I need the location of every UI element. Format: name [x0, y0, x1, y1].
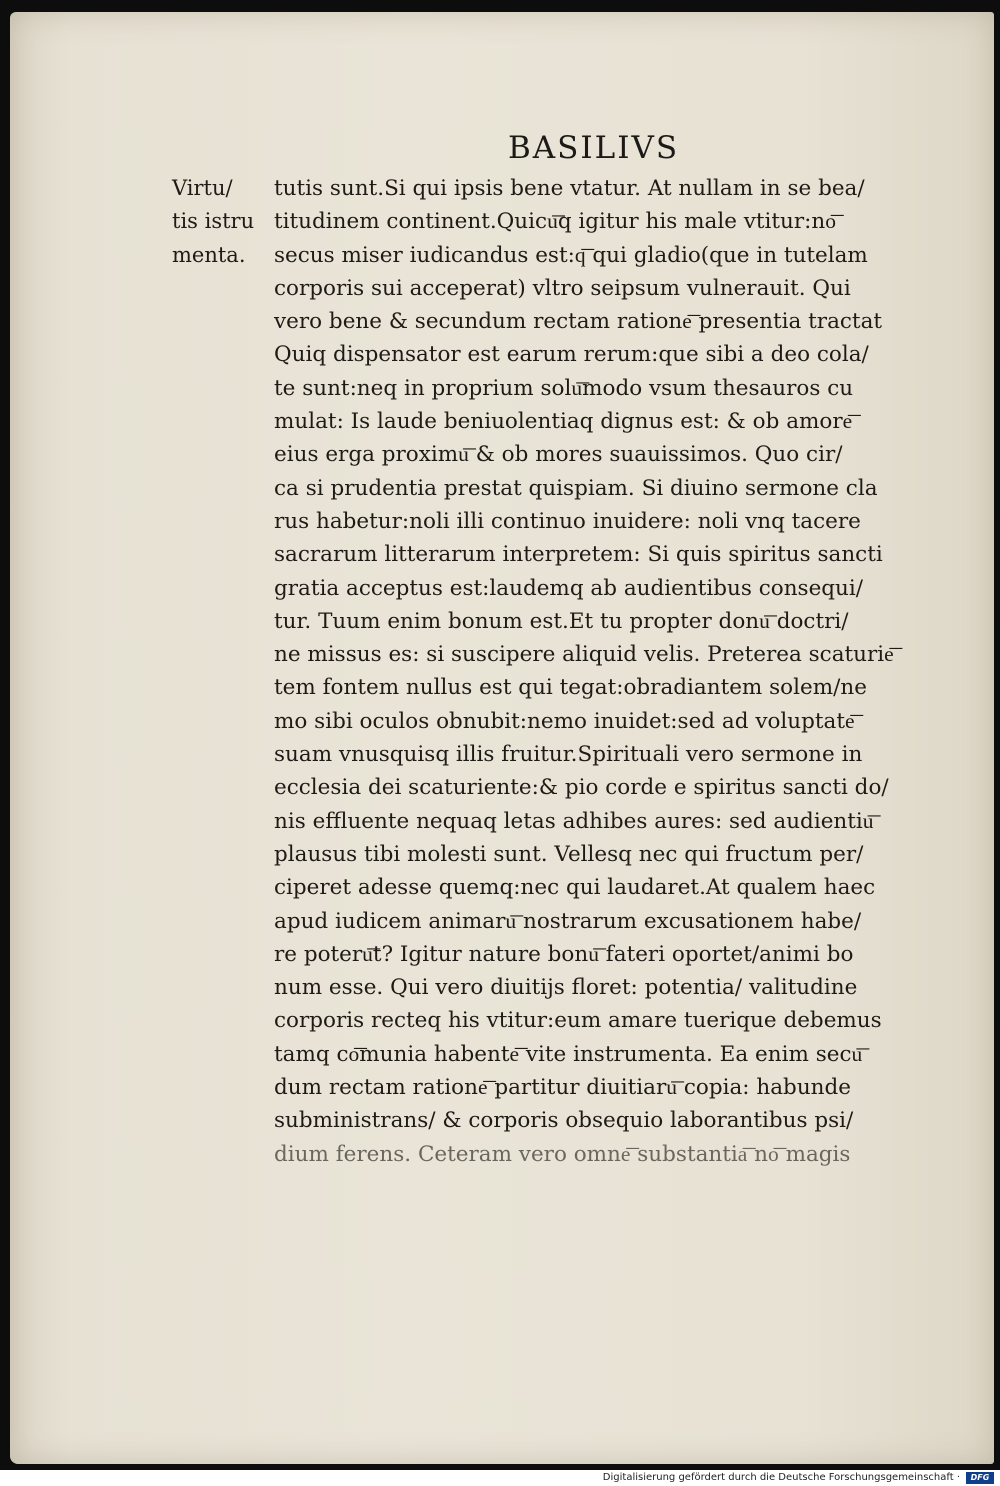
text-line: suam vnusquisq illis fruitur.Spirituali vero sermone in — [274, 742, 863, 768]
footer-bar — [0, 1470, 1000, 1486]
text-line: ecclesia dei scaturiente:& pio corde e spiritus sancti do/ — [274, 775, 889, 801]
text-line: mo sibi oculos obnubit:nemo inuidet:sed ad voluptate͞ — [274, 708, 855, 734]
text-line: gratia acceptus est:laudemq ab audientibus consequi/ — [274, 575, 864, 601]
text-line: apud iudicem animaru͞ nostrarum excusationem habe/ — [274, 908, 862, 934]
dfg-logo-icon: DFG — [966, 1472, 994, 1484]
text-line: corporis recteq his vtitur:eum amare tuerique debemus — [274, 1008, 882, 1034]
text-line: eius erga proximu͞ & ob mores suauissimos. Quo cir/ — [274, 442, 843, 468]
text-line: tamq co͞munia habente͞ vite instrumenta. Ea enim secu͞ — [274, 1041, 863, 1067]
text-line: plausus tibi molesti sunt. Vellesq nec qui fructum per/ — [274, 841, 864, 867]
text-line: dum rectam ratione͞ partitur diuitiaru͞ copia: habunde — [274, 1075, 851, 1101]
text-line: tutis sunt.Si qui ipsis bene vtatur. At nullam in se bea/ — [274, 176, 865, 201]
text-line: rus habetur:noli illi continuo inuidere: noli vnq tacere — [274, 508, 861, 534]
text-line: titudinem continent.Quicu͞q igitur his male vtitur:no͞ — [274, 209, 837, 235]
marginal-note-line: menta. — [172, 242, 246, 267]
text-line: corporis sui acceperat) vltro seipsum vulnerauit. Qui — [274, 275, 851, 301]
text-line: nis effluente nequaq letas adhibes aures: sed audientiu͞ — [274, 808, 874, 834]
book-page — [10, 12, 994, 1464]
text-line: dium ferens. Ceteram vero omne͞ substantia͞ no͞ magis — [274, 1141, 851, 1167]
marginal-note-line: Virtu/ — [172, 176, 233, 200]
text-line: num esse. Qui vero diuitijs floret: potentia/ valitudine — [274, 975, 858, 1001]
text-line: ciperet adesse quemq:nec qui laudaret.At qualem haec — [274, 875, 876, 901]
funding-credit: Digitalisierung gefördert durch die Deutsche Forschungsgemeinschaft · — [602, 1472, 960, 1483]
text-line: ca si prudentia prestat quispiam. Si diuino sermone cla — [274, 475, 878, 501]
text-line: ne missus es: si suscipere aliquid velis. Preterea scaturie͞ — [274, 642, 894, 668]
body-text-block — [274, 172, 964, 1171]
text-line: vero bene & secundum rectam ratione͞ presentia tractat — [274, 309, 883, 335]
text-line: tur. Tuum enim bonum est.Et tu propter donu͞ doctri/ — [274, 608, 849, 634]
text-line: subministrans/ & corporis obsequio laborantibus psi/ — [274, 1108, 854, 1134]
text-line: tem fontem nullus est qui tegat:obradiantem solem/ne — [274, 675, 867, 701]
marginal-note-line: tis istru — [172, 209, 255, 234]
text-line: sacrarum litterarum interpretem: Si quis spiritus sancti — [274, 542, 883, 568]
text-line: te sunt:neq in proprium solu͞modo vsum thesauros cu — [274, 375, 854, 401]
running-head: BASILIVS — [508, 130, 680, 166]
text-line: Quiq dispensator est earum rerum:que sibi a deo cola/ — [274, 342, 869, 368]
text-line: mulat: Is laude beniuolentiaq dignus est: & ob amore͞ — [274, 409, 853, 435]
marginal-note — [172, 172, 282, 272]
text-line: re poteru͞t? Igitur nature bonu͞ fateri oportet/animi bo — [274, 941, 854, 967]
text-line: secus miser iudicandus est:q͞ qui gladio(que in tutelam — [274, 242, 868, 268]
